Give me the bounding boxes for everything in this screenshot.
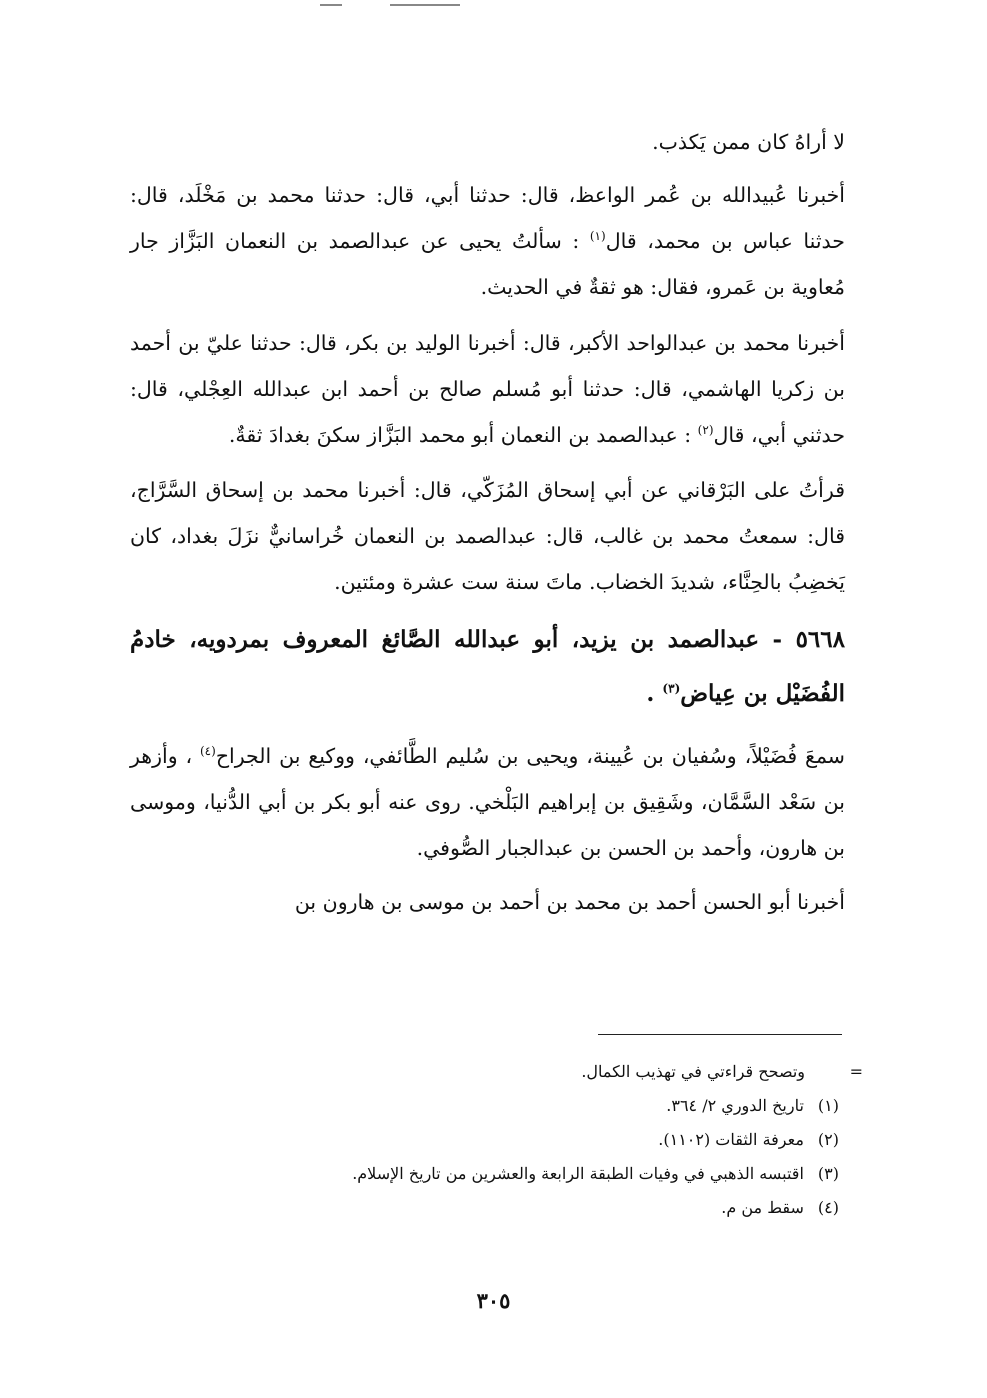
footnote-text: وتصحح قراءتي في تهذيب الكمال. (581, 1062, 805, 1081)
paragraph-2 (130, 320, 845, 458)
footnote-separator (598, 1034, 842, 1035)
text: ، وأزهر بن سَعْد السَّمَّان، وشَقِيق بن إبراهيم البَلْخي. روى عنه أبو بكر بن أبي الدُّنيا، وموسى بن هارون، وأحمد بن الحسن بن عبدالجبار الصُّوفي. (130, 744, 845, 860)
text: أخبرنا محمد بن عبدالواحد الأكبر، قال: أخبرنا الوليد بن بكر، قال: حدثنا عليّ بن أحمد بن زكريا الهاشمي، قال: حدثنا أبو مُسلم صالح بن أحمد ابن عبدالله العِجْلي، قال: حدثني أبي، قال (130, 331, 845, 447)
text: أخبرنا عُبيدالله بن عُمر الواعظ، قال: حدثنا أبي، قال: حدثنا محمد بن مَخْلَد، قال: حدثنا عباس بن محمد، قال (130, 183, 845, 253)
text: : سألتُ يحيى عن عبدالصمد بن النعمان البَزَّاز جار مُعاوية بن عَمرو، فقال: هو ثقةٌ في الحديث. (130, 229, 845, 299)
footnote-number: (٣) (817, 1164, 839, 1183)
footnote-text: تاريخ الدوري ٢/ ٣٦٤. (666, 1096, 804, 1115)
footnote-number: (١) (817, 1096, 839, 1115)
footnote-number: (٤) (817, 1198, 839, 1217)
paragraph-4 (130, 733, 845, 871)
text: قرأتُ على البَرْقاني عن أبي إسحاق المُزَكّي، قال: أخبرنا محمد بن إسحاق السَّرَّاج، قال: سمعتُ محمد بن غالب، قال: عبدالصمد بن النعمان خُراسانيٌّ نزَلَ بغداد، كان يَخضِبُ بالحِنَّاء، شديدَ الخضاب. ماتَ سنة ست عشرة ومئتين. (130, 478, 845, 594)
footnote-4 (119, 1191, 839, 1225)
page-number: ٣٠٥ (476, 1288, 511, 1313)
text: سمعَ فُضَيْلاً، وسُفيان بن عُيينة، ويحيى بن سُليم الطَّائفي، ووكيع بن الجراح (215, 744, 845, 768)
footnote-continuation (119, 1055, 863, 1089)
heading-text: ٥٦٦٨ - عبدالصمد بن يزيد، أبو عبدالله الصَّائغ المعروف بمردويه، خادمُ الفُضَيْل بن عِياض (130, 626, 845, 707)
footnotes (119, 1055, 863, 1225)
heading-text: . (646, 680, 655, 707)
text: أخبرنا أبو الحسن أحمد بن محمد بن أحمد بن موسى بن هارون بن (294, 890, 845, 914)
continuation-mark: = (849, 1062, 863, 1081)
footnote-3 (119, 1157, 839, 1191)
footnote-1 (119, 1089, 839, 1123)
paragraph-0 (130, 119, 845, 165)
footnote-ref: (١) (589, 229, 606, 244)
text: : عبدالصمد بن النعمان أبو محمد البَزَّاز سكنَ بغدادَ ثقةٌ. (228, 423, 692, 447)
entry-heading (130, 613, 845, 721)
paragraph-3 (130, 467, 845, 605)
footnote-text: اقتبسه الذهبي في وفيات الطبقة الرابعة والعشرين من تاريخ الإسلام. (352, 1164, 804, 1183)
footnote-ref: (٣) (662, 681, 681, 696)
footnote-text: سقط من م. (721, 1198, 804, 1217)
top-edge-marks (320, 2, 470, 8)
paragraph-1 (130, 172, 845, 310)
footnote-number: (٢) (817, 1130, 839, 1149)
footnote-ref: (٤) (199, 744, 216, 759)
text-line: لا أراهُ كان ممن يَكذب. (652, 130, 845, 154)
footnote-ref: (٢) (697, 423, 714, 438)
footnote-text: معرفة الثقات (١١٠٢). (658, 1130, 804, 1149)
footnote-2 (119, 1123, 839, 1157)
main-text (130, 119, 845, 925)
paragraph-5 (130, 879, 845, 925)
